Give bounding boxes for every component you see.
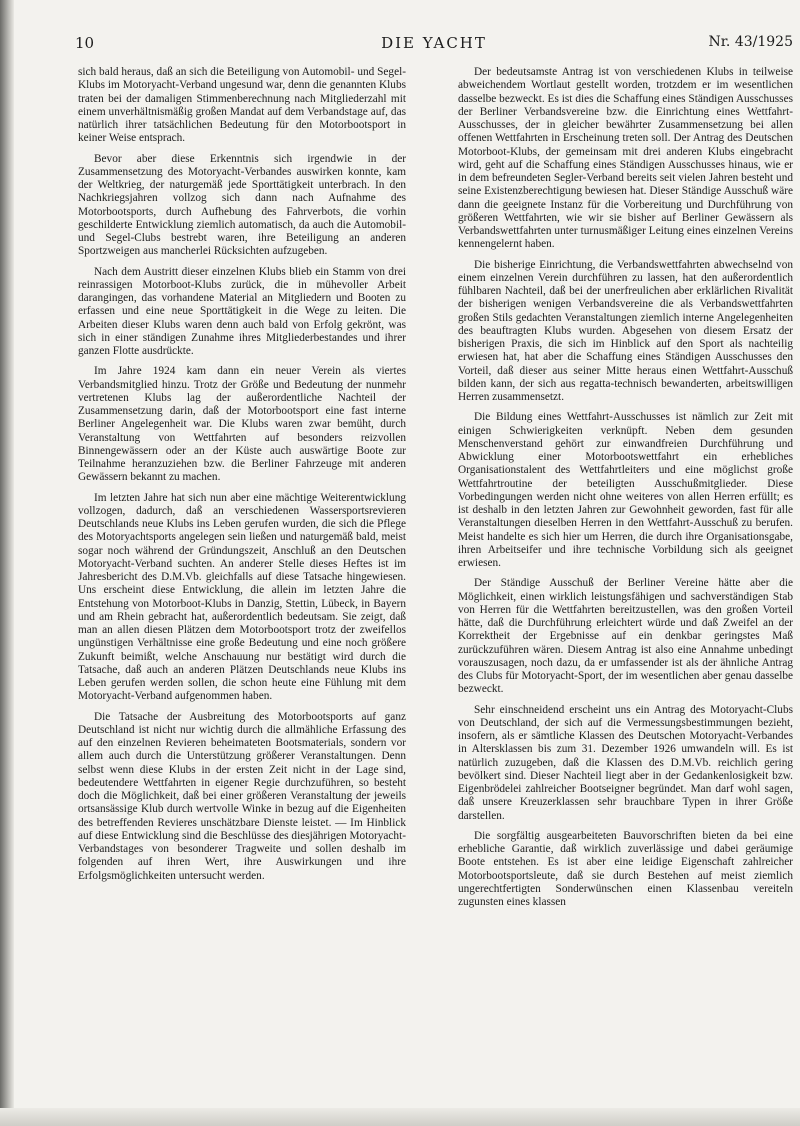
issue-number: Nr. 43/1925 <box>708 34 793 50</box>
paragraph: Die bisherige Einrichtung, die Verbandswettfahrten abwechselnd von einem einzelnen Verein durchführen zu lassen, hat den außerordentlich fühlbaren Nachteil, daß bei der unerfreulichen aber erklärlichen Rivalität der bisherigen wenigen Verbandsvereine die als Verbandswettfahrten großen Stils gedachten Veranstaltungen ziemlich interne Angelegenheiten des beauftragten Klubs wurden. Abgesehen von diesem Ersatz der bisherigen Praxis, die sich im Hinblick auf den Sport als nachteilig erwiesen hat, hat aber die Schaffung eines Ständigen Ausschusses den Vorteil, daß dieser aus seiner Mitte heraus einen Wettfahrt-Ausschuß bilden kann, der sich aus regatta-technisch bewanderten, arbeitswilligen Herren zusammensetzt. <box>458 258 793 403</box>
page-bottom-edge <box>0 1108 800 1126</box>
left-column <box>78 66 406 890</box>
paragraph: Sehr einschneidend erscheint uns ein Antrag des Motoryacht-Clubs von Deutschland, der sich auf die Vermessungsbestimmungen bezieht, insofern, als er sämtliche Klassen des Deutschen Motoryacht-Verbandes in Altersklassen bis zum 31. Dezember 1926 umwandeln will. Es ist natürlich zuzugeben, daß die Klassen des D.M.Vb. reichlich gering bevölkert sind. Dieser Nachteil liegt aber in der Gedankenlosigkeit bzw. Eigenbrödelei zahlreicher Bootseigner begründet. Man darf wohl sagen, daß unsere Kreuzerklassen sehr brauchbare Typen in ihrer Größe darstellen. <box>458 703 793 822</box>
paragraph: Die Tatsache der Ausbreitung des Motorbootsports auf ganz Deutschland ist nicht nur wichtig durch die allmähliche Erfassung des auf den einzelnen Revieren beheimateten Bootsmaterials, sondern vor allem auch durch die Unterstützung größerer Veranstaltungen. Denn selbst wenn diese Klubs in der ersten Zeit nicht in der Lage sind, bedeutendere Wettfahrten in eigener Regie durchzuführen, so besteht doch die Möglichkeit, daß bei einer größeren Veranstaltung der jeweils ortsansässige Klub durch wertvolle Winke in bezug auf die Eigenheiten des betreffenden Revieres unschätzbare Dienste leistet. — Im Hinblick auf diese Entwicklung sind die Beschlüsse des diesjährigen Motoryacht-Verbandstages von besonderer Tragweite und sollen deshalb im folgenden auf ihren Wert, ihre Auswirkungen und ihre Erfolgsmöglichkeiten untersucht werden. <box>78 710 406 882</box>
paragraph: sich bald heraus, daß an sich die Beteiligung von Automobil- und Segel-Klubs im Motoryacht-Verband ungesund war, denn die genannten Klubs traten bei der damaligen Stimmenberechnung nach Mitgliederzahl mit einem unverhältnismäßig großen Mandat auf dem Verbandstage auf, das natürlich ihrer tatsächlichen Bedeutung für den Motorbootsport in keiner Weise entsprach. <box>78 66 406 145</box>
right-column <box>458 66 793 916</box>
paragraph: Die sorgfältig ausgearbeiteten Bauvorschriften bieten da bei eine erhebliche Garantie, daß wirklich zuverlässige und dabei geräumige Boote entstehen. Es ist aber eine leidige Eigenschaft zahlreicher Motorbootsportsleute, daß sie durch Bestehen auf meist ziemlich ungerechtfertigten Sonderwünschen einen Klassenbau vereiteln zugunsten eines klassen <box>458 829 793 908</box>
paragraph: Die Bildung eines Wettfahrt-Ausschusses ist nämlich zur Zeit mit einigen Schwierigkeiten verknüpft. Neben dem gesunden Menschenverstand gehört zur einwandfreien Durchführung und Abwicklung einer Motorbootswettfahrt ein erhebliches Organisationstalent des Wettfahrtleiters und eine möglichst große Wettfahrtroutine der beteiligten Ausschußmitglieder. Diese Vorbedingungen werden nicht ohne weiteres von allen Herren erfüllt; es ist deshalb in den letzten Jahren zur Gewohnheit geworden, fast für alle Veranstaltungen dieselben Herren in den Wettfahrt-Ausschuß zu berufen. Meist handelte es sich hier um Herren, die durch ihre Organisationsgabe, ihren Arbeitseifer und ihre technische Vorbildung sich als geeignet erwiesen. <box>458 411 793 569</box>
paragraph: Bevor aber diese Erkenntnis sich irgendwie in der Zusammensetzung des Motoryacht-Verbandes auswirken konnte, kam der Weltkrieg, der naturgemäß jede Sporttätigkeit unterbrach. In den Nachkriegsjahren vollzog sich dann nach Aufnahme des Motorbootsports, durch Aufhebung des Fahrverbots, die vorhin geschilderte Entwicklung ziemlich automatisch, da auch die Automobil- und Segel-Clubs bestrebt waren, ihre Beteiligung an anderen Sportzweigen aus mancherlei Rücksichten aufzugeben. <box>78 152 406 258</box>
book-spine-shadow <box>0 0 14 1126</box>
paragraph: Der Ständige Ausschuß der Berliner Vereine hätte aber die Möglichkeit, einen wirklich leistungsfähigen und sachverständigen Stab von Herren für die Wettfahrten bereitzustellen, was den großen Vorteil hätte, daß die Durchführung erleichtert würde und daß Zweifel an der Korrektheit der Ergebnisse auf ein denkbar geringstes Maß zurückzuführen wären. Diesem Antrag ist also eine Annahme unbedingt vorauszusagen, noch dazu, da er umfassender ist als der ähnliche Antrag des Clubs für Motoryacht-Sport, der im wesentlichen aber genau dasselbe bezweckt. <box>458 577 793 696</box>
page-number: 10 <box>75 34 95 52</box>
paragraph: Nach dem Austritt dieser einzelnen Klubs blieb ein Stamm von drei reinrassigen Motorboot-Klubs zurück, die in mühevoller Arbeit darangingen, das vorhandene Material an Mitgliedern und Booten zu erfassen und eine neue Sporttätigkeit in die Wege zu leiten. Die Arbeiten dieser Klubs waren denn auch bald von Erfolg gekrönt, was sich in einer ständigen Zunahme ihres Mitgliederbestandes und ihrer ganzen Flotte ausdrückte. <box>78 265 406 357</box>
paragraph: Im Jahre 1924 kam dann ein neuer Verein als viertes Verbandsmitglied hinzu. Trotz der Größe und Bedeutung der nunmehr vertretenen Klubs lag der außerordentliche Nachteil der Zusammensetzung darin, daß der Motorbootsport eine fast interne Berliner Angelegenheit war. Die Klubs waren zwar bemüht, durch Veranstaltung von Wettfahrten auf besonders reizvollen Binnengewässern oder an der Küste auch auswärtige Boote zur Teilnahme heranzuziehen bzw. die Berliner Fahrzeuge mit anderen Gewässern bekannt zu machen. <box>78 365 406 484</box>
paragraph: Der bedeutsamste Antrag ist von verschiedenen Klubs in teilweise abweichendem Wortlaut gestellt worden, trotzdem er im wesentlichen dasselbe bezweckt. Es ist dies die Schaffung eines Ständigen Ausschusses der Berliner Verbandsvereine bzw. die Einrichtung eines Wettfahrt-Ausschusses, der in gleicher bewährter Zusammensetzung bei allen offenen Wettfahrten in Erscheinung treten soll. Der Antrag des Deutschen Motorboot-Klubs, der gemeinsam mit drei anderen Klubs eingebracht wird, geht auf die Schaffung eines Ständigen Ausschusses hinaus, wie er in dem befreundeten Segler-Verband bereits seit vielen Jahren besteht und seine Existenzberechtigung bewiesen hat. Dieser Ständige Ausschuß wäre dann die geeignete Instanz für die Vorbereitung und Durchführung von größeren Wettfahrten, wie wir sie bisher auf Berliner Gewässern als Verbandswettfahrten unter turnusmäßiger Leitung eines einzelnen Vereins kennengelernt haben. <box>458 66 793 251</box>
journal-title: DIE YACHT <box>381 34 487 52</box>
paragraph: Im letzten Jahre hat sich nun aber eine mächtige Weiterentwicklung vollzogen, dadurch, daß an verschiedenen Wassersportsrevieren Deutschlands neue Klubs ins Leben gerufen wurden, die sich die Pflege des Motoryachtsports angelegen sein ließen und naturgemäß bald, meist sogar noch während der Gründungszeit, Anschluß an den Deutschen Motoryacht-Verband suchten. An anderer Stelle dieses Heftes ist im Jahresbericht des D.M.Vb. gleichfalls auf diese Tatsache hingewiesen. Uns erscheint diese Entwicklung, die allein im letzten Jahre die Entstehung von Motorboot-Klubs in Danzig, Stettin, Lübeck, in Bayern und am Rhein gebracht hat, außerordentlich bedeutsam. Sie zeigt, daß man an allen diesen Plätzen dem Motorbootsport trotz der zweifellos ungünstigen Verhältnisse eine große Bedeutung und eine noch größere Zukunft beimißt, welche Anschauung nur bestätigt wird durch die Tatsache, daß auch an anderen Plätzen Deutschlands neue Klubs ins Leben gerufen werden sollen, die schon heute eine Fühlung mit dem Motoryacht-Verband aufgenommen haben. <box>78 491 406 703</box>
page-header <box>75 34 793 56</box>
